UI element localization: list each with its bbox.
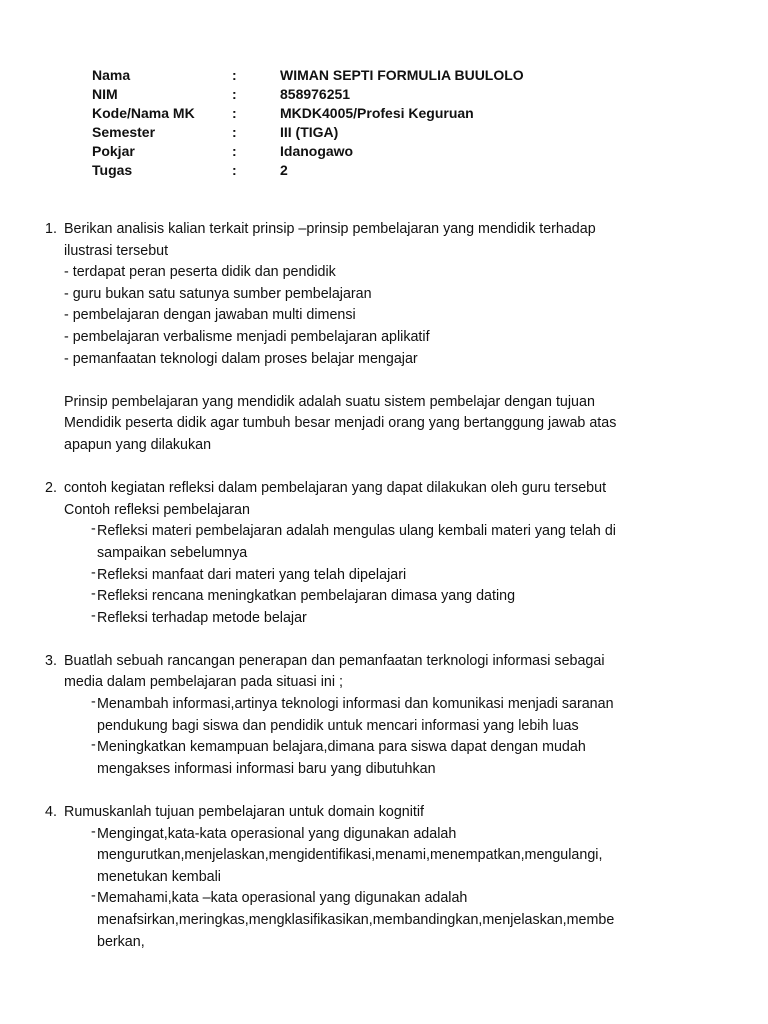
- list-item-text: menafsirkan,meringkas,mengklasifikasikan,membandingkan,menjelaskan,membe: [97, 912, 615, 928]
- header-label: NIM: [92, 86, 118, 102]
- question-point: - pembelajaran dengan jawaban multi dimensi: [64, 307, 356, 324]
- answer-intro: Contoh refleksi pembelajaran: [64, 501, 250, 518]
- list-item-text: Refleksi materi pembelajaran adalah mengulas ulang kembali materi yang telah di: [97, 523, 616, 540]
- question-text: Berikan analisis kalian terkait prinsip –prinsip pembelajaran yang mendidik terhadap: [64, 221, 596, 237]
- list-item: [45, 888, 735, 953]
- list-item: [45, 586, 735, 608]
- list-item-text: berkan,: [97, 933, 145, 950]
- bullet-dash: -: [91, 564, 96, 581]
- question-line: [45, 802, 735, 824]
- list-item-text: sampaikan sebelumnya: [97, 544, 248, 561]
- header-value: III (TIGA): [280, 124, 339, 140]
- answer-line: apapun yang dilakukan: [64, 436, 212, 453]
- question-point: - pembelajaran verbalisme menjadi pembelajaran aplikatif: [64, 328, 430, 345]
- header-row-semester: [92, 123, 524, 142]
- question-line: [45, 651, 735, 673]
- list-item-text: Refleksi terhadap metode belajar: [97, 609, 307, 626]
- header-row-nama: [92, 66, 524, 85]
- question-number: 3.: [45, 652, 57, 669]
- header-value: WIMAN SEPTI FORMULIA BUULOLO: [280, 67, 524, 83]
- answer-line: Prinsip pembelajaran yang mendidik adalah suatu sistem pembelajar dengan tujuan: [64, 393, 595, 410]
- question-number: 2.: [45, 480, 57, 497]
- header-value: MKDK4005/Profesi Keguruan: [280, 105, 474, 121]
- question-number: 1.: [45, 221, 57, 237]
- header-row-tugas: [92, 161, 524, 180]
- header-label: Semester: [92, 124, 156, 140]
- header-value: 858976251: [280, 86, 351, 102]
- header-colon: :: [232, 105, 237, 121]
- list-item-text: Mengingat,kata-kata operasional yang digunakan adalah: [97, 825, 457, 842]
- question-line: ilustrasi tersebut: [64, 242, 169, 259]
- header-label: Pokjar: [92, 143, 135, 159]
- answer-line: Mendidik peserta didik agar tumbuh besar menjadi orang yang bertanggung jawab atas: [64, 415, 617, 432]
- question-2: [45, 478, 735, 629]
- bullet-dash: -: [91, 521, 96, 538]
- header-colon: :: [232, 124, 237, 140]
- question-line: [45, 478, 735, 500]
- bullet-dash: -: [91, 737, 96, 754]
- header-colon: :: [232, 143, 237, 159]
- question-line: media dalam pembelajaran pada situasi ini ;: [64, 674, 343, 691]
- header-row-kode: [92, 104, 524, 123]
- list-item-text: Menambah informasi,artinya teknologi informasi dan komunikasi menjadi saranan: [97, 696, 614, 713]
- question-point: - guru bukan satu satunya sumber pembelajaran: [64, 285, 372, 302]
- question-text: contoh kegiatan refleksi dalam pembelajaran yang dapat dilakukan oleh guru tersebut: [64, 480, 607, 497]
- question-number: 4.: [45, 804, 57, 821]
- bullet-dash: -: [91, 823, 96, 840]
- list-item-text: Memahami,kata –kata operasional yang digunakan adalah: [97, 890, 468, 907]
- header-label: Tugas: [92, 162, 133, 178]
- bullet-dash: -: [91, 586, 96, 603]
- header-label: Kode/Nama MK: [92, 105, 195, 121]
- question-point: - terdapat peran peserta didik dan pendidik: [64, 264, 336, 281]
- bullet-dash: -: [91, 694, 96, 711]
- question-text: Rumuskanlah tujuan pembelajaran untuk domain kognitif: [64, 804, 425, 821]
- list-item-text: menetukan kembali: [97, 868, 221, 885]
- list-item-text: mengakses informasi informasi baru yang dibutuhkan: [97, 760, 436, 777]
- list-item-text: pendukung bagi siswa dan pendidik untuk mencari informasi yang lebih luas: [97, 717, 579, 734]
- list-item: [45, 824, 735, 889]
- question-1: [45, 219, 735, 457]
- list-item-text: Refleksi rencana meningkatkan pembelajaran dimasa yang dating: [97, 588, 516, 605]
- bullet-dash: -: [91, 888, 96, 905]
- header-row-pokjar: [92, 142, 524, 161]
- list-item-text: Meningkatkan kemampuan belajara,dimana para siswa dapat dengan mudah: [97, 739, 586, 756]
- question-line: [45, 219, 735, 241]
- question-point: - pemanfaatan teknologi dalam proses belajar mengajar: [64, 350, 418, 367]
- header-row-nim: [92, 85, 524, 104]
- header-colon: :: [232, 162, 237, 178]
- list-item: [45, 737, 735, 780]
- list-item: [45, 694, 735, 737]
- question-4: [45, 802, 735, 953]
- question-3: [45, 651, 735, 781]
- list-item-text: Refleksi manfaat dari materi yang telah dipelajari: [97, 566, 407, 583]
- header-value: Idanogawo: [280, 143, 354, 159]
- header-colon: :: [232, 86, 237, 102]
- list-item: [45, 521, 735, 564]
- document-body: [45, 219, 735, 953]
- identity-header: [92, 66, 524, 180]
- list-item-text: mengurutkan,menjelaskan,mengidentifikasi,menami,menempatkan,mengulangi,: [97, 847, 603, 864]
- question-text: Buatlah sebuah rancangan penerapan dan pemanfaatan terknologi informasi sebagai: [64, 652, 605, 669]
- bullet-dash: -: [91, 607, 96, 624]
- list-item: [45, 565, 735, 587]
- header-colon: :: [232, 67, 237, 83]
- list-item: [45, 608, 735, 630]
- header-label: Nama: [92, 67, 131, 83]
- header-value: 2: [280, 162, 288, 178]
